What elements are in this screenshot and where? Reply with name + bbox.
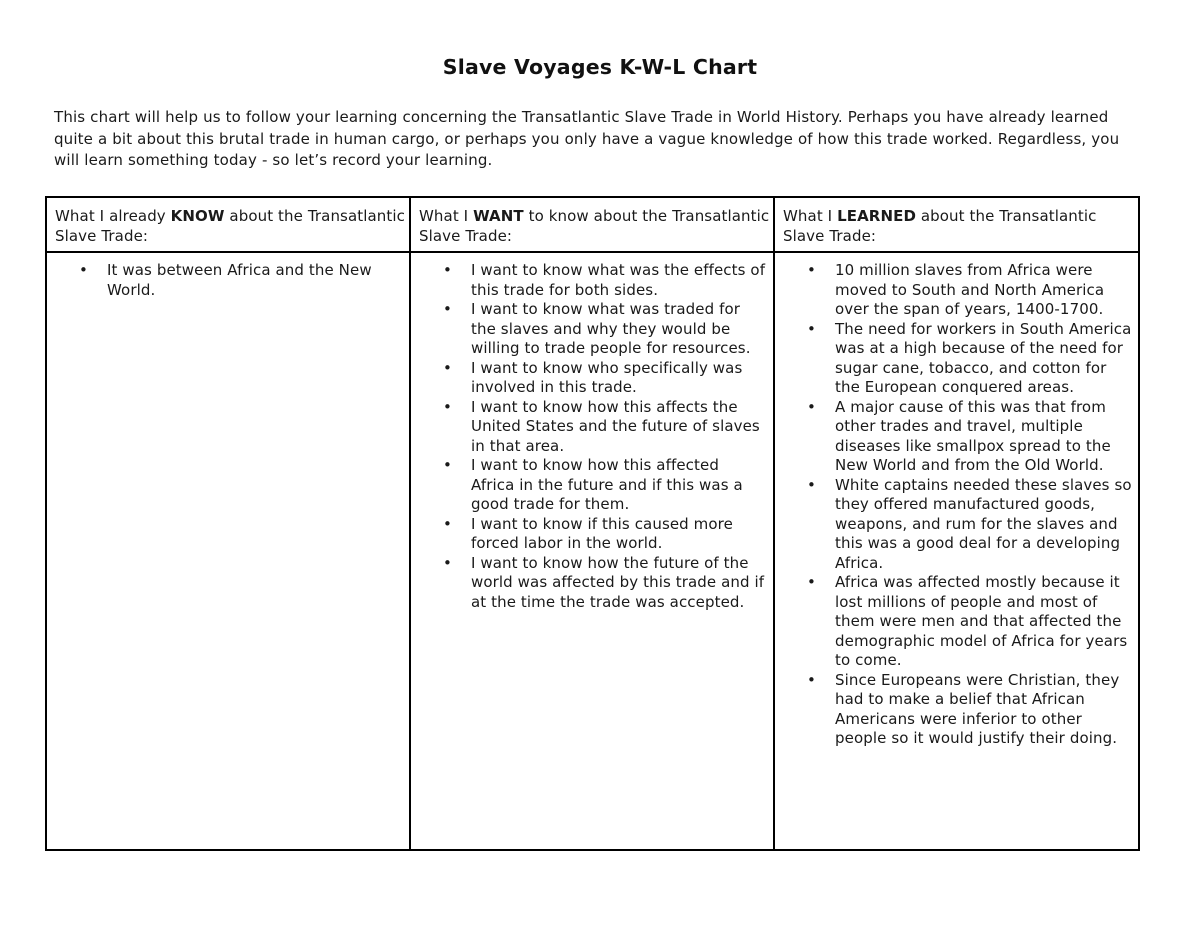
list-item <box>443 261 767 300</box>
list-item <box>443 397 767 457</box>
list-item-text: White captains needed these slaves so they offered manufactured goods, weapons, and rum for the slaves and this was a good deal for a developing Africa. <box>835 475 1132 572</box>
bullet-icon: • <box>443 514 452 533</box>
list-item <box>79 261 403 300</box>
bullet-icon: • <box>443 553 452 572</box>
bullet-icon: • <box>443 397 452 416</box>
bullet-icon: • <box>443 300 452 318</box>
learned-column-cell <box>774 252 1139 850</box>
bullet-icon: • <box>807 573 816 591</box>
list-item-text: I want to know what was the effects of this trade for both sides. <box>471 261 766 299</box>
want-header-keyword: WANT <box>473 207 524 225</box>
list-item <box>443 358 767 398</box>
list-item-text: I want to know how this affected Africa in the future and if this was a good trade for them. <box>471 456 743 513</box>
learned-header-keyword: LEARNED <box>837 207 916 225</box>
table-header-row <box>46 197 1139 252</box>
learned-header-pre: What I <box>783 207 838 225</box>
bullet-icon: • <box>807 475 816 494</box>
list-item-text: A major cause of this was that from other trades and travel, multiple diseases like smallpox spread to the New World and from the Old World. <box>835 397 1111 474</box>
bullet-icon: • <box>807 670 816 689</box>
list-item <box>443 553 767 613</box>
know-header-post: about the Transatlantic Slave Trade: <box>55 207 406 245</box>
learned-header-post: about the Transatlantic Slave Trade: <box>783 207 1097 245</box>
want-header-pre: What I <box>419 207 474 225</box>
list-item <box>443 514 767 554</box>
want-column-cell <box>410 252 774 850</box>
bullet-icon: • <box>443 261 452 279</box>
list-item-text: 10 million slaves from Africa were moved to South and North America over the span of years, 1400-1700. <box>835 261 1105 318</box>
list-item <box>443 456 767 515</box>
list-item <box>807 573 1132 671</box>
list-item-text: Africa was affected mostly because it lost millions of people and most of them were men and that affected the demographic model of Africa for years to come. <box>835 573 1128 669</box>
bullet-icon: • <box>807 397 816 416</box>
intro-paragraph: This chart will help us to follow your learning concerning the Transatlantic Slave Trade in World History. Perhaps you have already learned quite a bit about this brutal trade in human cargo, or perhaps you only have a vague knowledge of how this trade worked. Regardless, you will learn something today - so let’s record your learning. <box>54 108 1120 169</box>
want-column-header <box>410 197 774 252</box>
list-item <box>807 319 1132 398</box>
learned-list <box>775 253 1138 749</box>
know-column-cell <box>46 252 410 850</box>
want-header-text <box>411 198 773 246</box>
list-item <box>807 670 1132 749</box>
know-list <box>47 253 409 300</box>
list-item-text: It was between Africa and the New World. <box>107 261 372 299</box>
list-item <box>807 261 1132 320</box>
learned-column-header <box>774 197 1139 252</box>
bullet-icon: • <box>79 261 88 279</box>
want-list <box>411 253 773 612</box>
know-header-pre: What I already <box>55 207 171 225</box>
know-column-header <box>46 197 410 252</box>
list-item-text: I want to know how this affects the United States and the future of slaves in that area. <box>471 397 760 455</box>
list-item-text: Since Europeans were Christian, they had to make a belief that African Americans were inferior to other people so it would justify their doing. <box>835 670 1120 747</box>
list-item <box>443 300 767 359</box>
list-item-text: I want to know how the future of the world was affected by this trade and if at the time the trade was accepted. <box>471 553 765 611</box>
learned-header-text <box>775 198 1138 246</box>
list-item <box>807 397 1132 476</box>
kwl-chart-table <box>45 196 1140 851</box>
bullet-icon: • <box>807 261 816 279</box>
list-item-text: I want to know what was traded for the slaves and why they would be willing to trade people for resources. <box>471 300 751 357</box>
bullet-icon: • <box>443 358 452 377</box>
bullet-icon: • <box>443 456 452 474</box>
know-header-text <box>47 198 409 246</box>
list-item <box>807 475 1132 574</box>
list-item-text: I want to know if this caused more forced labor in the world. <box>471 514 733 552</box>
list-item-text: The need for workers in South America was at a high because of the need for sugar cane, tobacco, and cotton for the European conquered areas. <box>835 319 1132 396</box>
table-body-row <box>46 252 1139 850</box>
want-header-post: to know about the Transatlantic Slave Trade: <box>419 207 770 245</box>
list-item-text: I want to know who specifically was involved in this trade. <box>471 358 743 396</box>
bullet-icon: • <box>807 319 816 338</box>
document-title: Slave Voyages K-W-L Chart <box>442 55 758 79</box>
know-header-keyword: KNOW <box>170 207 225 225</box>
